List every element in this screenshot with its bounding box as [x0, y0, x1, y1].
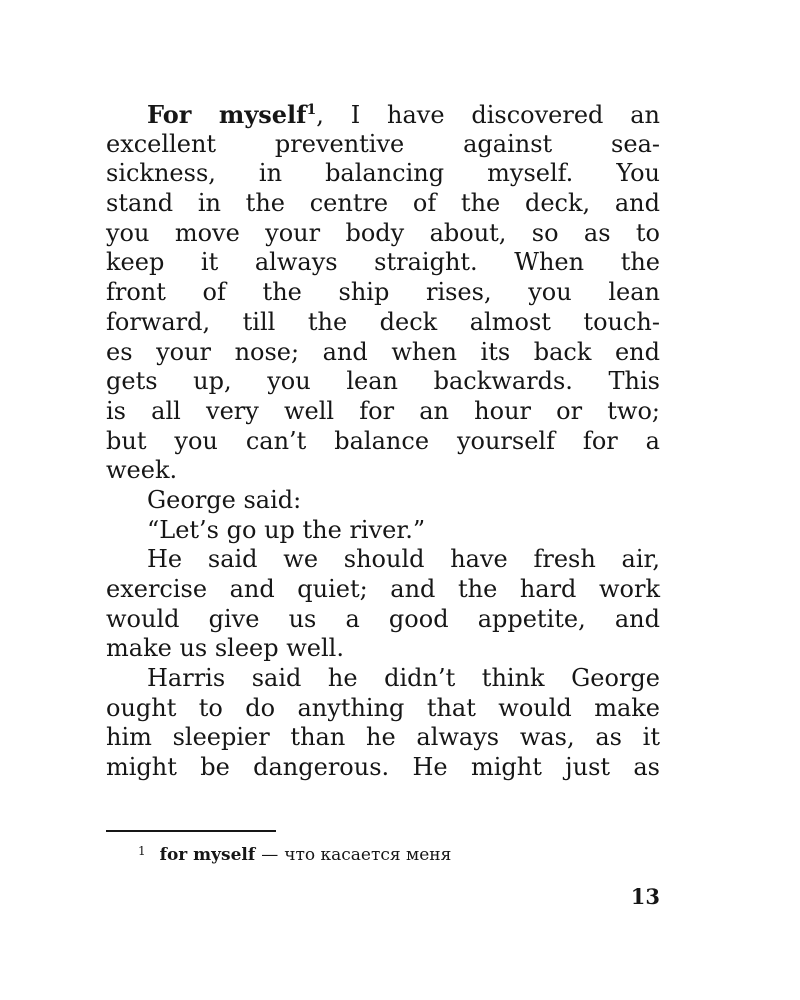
text-line: exercise and quiet; and the hard work	[106, 575, 660, 603]
text-line: stand in the centre of the deck, and	[106, 189, 660, 218]
footnote-term: for myself	[159, 845, 256, 865]
text-line: Harris said he didn’t think George	[147, 664, 660, 693]
text-line: George said:	[147, 485, 302, 514]
text-line: He said we should have fresh air,	[147, 545, 660, 574]
text-line: es your nose; and when its back end	[106, 337, 660, 366]
text-line: ought to do anything that would make	[106, 693, 660, 722]
footnote-dash: —	[261, 845, 279, 865]
text-line: excellent preventive against sea-	[106, 129, 660, 158]
text-line: is all very well for an hour or two;	[106, 396, 660, 425]
text-line: but you can’t balance yourself for a	[106, 426, 660, 455]
footnote	[138, 840, 451, 866]
page-number: 13	[630, 884, 660, 909]
text-line: would give us a good appetite, and	[106, 604, 660, 633]
text-line: week.	[106, 456, 178, 485]
text-line-content: , I have discovered an	[316, 101, 661, 129]
text-line: forward, till the deck almost touch-	[106, 307, 660, 336]
text-line: make us sleep well.	[106, 634, 344, 663]
text-line: gets up, you lean backwards. This	[106, 367, 660, 396]
footnote-divider	[106, 830, 276, 832]
text-line: him sleepier than he always was, as it	[106, 723, 660, 752]
footnote-translation: что касается меня	[284, 845, 452, 865]
footnote-reference: 1	[306, 102, 317, 118]
text-line: front of the ship rises, you lean	[106, 278, 660, 307]
text-line	[106, 100, 660, 130]
text-line: you move your body about, so as to	[106, 218, 660, 247]
text-line: sickness, in balancing myself. You	[106, 159, 660, 188]
text-line: might be dangerous. He might just as	[106, 753, 660, 782]
footnote-marker: 1	[138, 844, 146, 858]
bold-lead-phrase: For myself	[147, 100, 307, 129]
text-line: keep it always straight. When the	[106, 248, 660, 277]
body-text	[106, 100, 660, 783]
text-line: “Let’s go up the river.”	[147, 515, 426, 544]
